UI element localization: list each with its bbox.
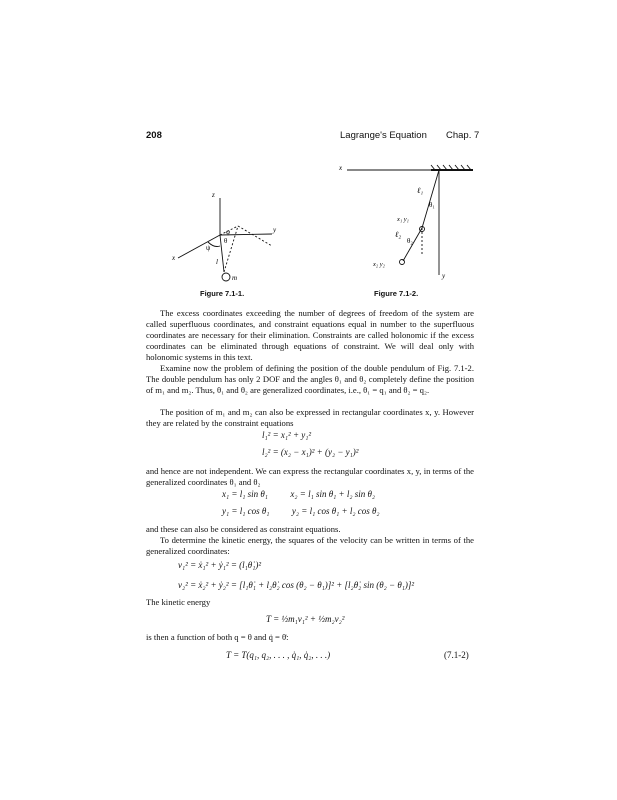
- page-number: 208: [146, 130, 162, 141]
- paragraph-not-independent: and hence are not independent. We can express the rectangular coordinates x, y, in terms of the generalized coordinates θ₁ and θ₂: [146, 466, 474, 487]
- fig2-label-x: x: [339, 164, 343, 172]
- chapter-title: Lagrange's Equation: [340, 130, 427, 141]
- paragraph-superfluous: The excess coordinates exceeding the number of degrees of freedom of the system are called superfluous coordinates, and constraint equations equal in number to the superfluous coordinates are necessary for their elimination. Constraints are called holonomic if the excess coordinates can be eliminated through equations of constraint. We will deal only with holonomic systems in this text.: [146, 308, 474, 362]
- equation-l1: l₁² = x₁² + y₁²: [262, 430, 312, 440]
- paragraph-constraint: and these can also be considered as constraint equations.: [146, 524, 341, 534]
- fig2-label-l1: ℓ₁: [417, 186, 424, 195]
- figure-7-1-1: [160, 180, 310, 290]
- fig2-label-theta2: θ₂: [407, 237, 413, 245]
- equation-T: T = ½m₁v₁² + ½m₂v₂²: [266, 614, 345, 624]
- equation-T-general: T = T(q₁, q₂, . . . , q̇₁, q̇₂, . . .): [226, 650, 331, 660]
- fig1-label-phi: φ: [226, 228, 231, 236]
- chapter-label: Chap. 7: [446, 130, 480, 141]
- figure-7-1-2-caption: Figure 7.1-2.: [374, 289, 419, 298]
- fig1-label-x: x: [172, 254, 176, 262]
- fig2-label-y: y: [442, 272, 446, 280]
- fig2-label-x2y2: x₂ y₂: [373, 261, 385, 268]
- fig2-label-theta1: θ₁: [429, 201, 435, 209]
- figure-7-1-1-caption: Figure 7.1-1.: [200, 289, 245, 298]
- fig1-label-m: m: [232, 274, 238, 282]
- paragraph-rectangular: The position of m₁ and m₂ can also be expressed in rectangular coordinates x, y. However they are related by the constraint equations: [146, 407, 474, 428]
- equation-l2: l₂² = (x₂ − x₁)² + (y₂ − y₁)²: [262, 447, 359, 457]
- equation-number: (7.1-2): [444, 650, 469, 660]
- figure-7-1-2: [335, 155, 485, 285]
- fig1-label-theta: θ: [224, 237, 228, 245]
- equation-y: y₁ = l₁ cos θ₁ y₂ = l₁ cos θ₁ + l₂ cos θ₂: [222, 506, 380, 516]
- paragraph-kinetic: To determine the kinetic energy, the squares of the velocity can be written in terms of the generalized coordinates:: [146, 535, 474, 556]
- fig2-label-l2: ℓ₂: [395, 230, 402, 239]
- fig1-label-psi: ψ: [206, 244, 211, 252]
- fig1-label-z: z: [212, 191, 215, 199]
- equation-v1: v₁² = ẋ₁² + ẏ₁² = (l₁θ̇₁)²: [178, 560, 262, 570]
- paragraph-function: is then a function of both q = θ and q̇ = θ̇:: [146, 632, 289, 642]
- fig2-label-x1y1: x₁ y₁: [397, 216, 409, 223]
- equation-v2: v₂² = ẋ₂² + ẏ₂² = [l₁θ̇₁ + l₂θ̇₂ cos (θ₂ − θ₁)]² + [l₂θ̇₂ sin (θ₂ − θ₁)]²: [178, 580, 415, 590]
- paragraph-kinetic-energy: The kinetic energy: [146, 597, 211, 607]
- equation-x: x₁ = l₁ sin θ₁ x₂ = l₁ sin θ₁ + l₂ sin θ₂: [222, 489, 376, 499]
- fig1-label-l: l: [216, 258, 218, 266]
- fig1-label-y: y: [273, 226, 277, 234]
- paragraph-double-pendulum: Examine now the problem of defining the position of the double pendulum of Fig. 7.1-2. The double pendulum has only 2 DOF and the angles θ₁ and θ₂ completely define the position of m₁ and m₂. Thus, θ₁ and θ₂ are generalized coordinates, i.e., θ₁ = q₁ and θ₂ = q₂.: [146, 363, 474, 395]
